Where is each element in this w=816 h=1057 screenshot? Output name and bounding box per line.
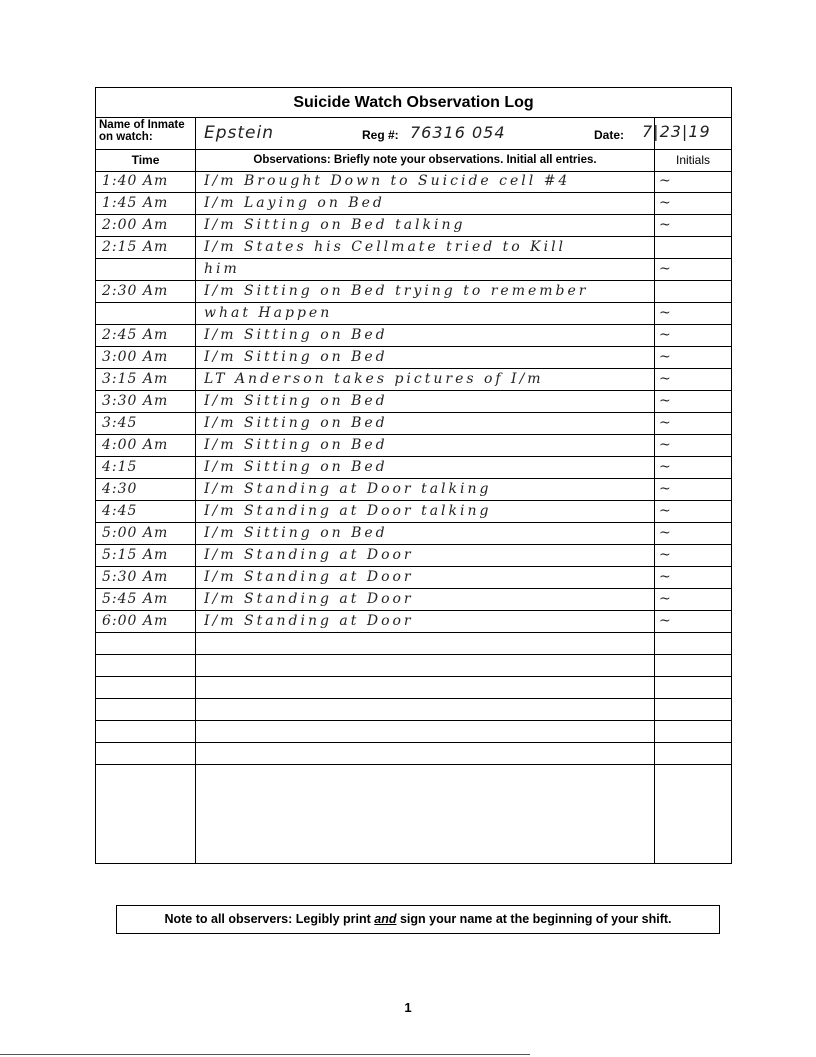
entry-initials: ~ <box>659 459 672 475</box>
log-entry-row <box>96 281 731 303</box>
entry-observation: I/m Laying on Bed <box>204 195 385 211</box>
log-entry-row <box>96 193 731 215</box>
entry-initials: ~ <box>659 393 672 409</box>
initials-column-header: Initials <box>675 153 710 167</box>
observation-log-form <box>95 87 732 864</box>
log-entry-row <box>96 413 731 435</box>
entry-initials: ~ <box>659 217 672 233</box>
log-entry-row <box>96 611 731 633</box>
entry-initials: ~ <box>659 327 672 343</box>
entry-observation: LT Anderson takes pictures of I/m <box>204 371 544 387</box>
log-entry-row <box>96 545 731 567</box>
entry-observation: I/m Sitting on Bed <box>204 415 388 431</box>
entry-time: 3:45 <box>102 415 138 431</box>
entry-time: 5:00 Am <box>102 525 169 541</box>
entry-observation: I/m Sitting on Bed <box>204 349 388 365</box>
entry-time: 5:15 Am <box>102 547 169 563</box>
entry-observation: I/m Sitting on Bed <box>204 525 388 541</box>
entry-initials: ~ <box>659 305 672 321</box>
entry-observation: I/m Standing at Door talking <box>204 503 492 519</box>
initials-column-divider <box>654 117 655 863</box>
reg-number-value: 76316 054 <box>410 123 506 142</box>
date-value: 7|23|19 <box>642 122 711 141</box>
entry-initials: ~ <box>659 591 672 607</box>
entry-initials: ~ <box>659 547 672 563</box>
log-entry-row <box>96 743 731 765</box>
entry-initials: ~ <box>659 525 672 541</box>
date-label: Date: <box>594 128 625 142</box>
entry-observation: I/m Sitting on Bed <box>204 459 388 475</box>
log-entry-row <box>96 435 731 457</box>
entry-observation: I/m Sitting on Bed talking <box>204 217 466 233</box>
log-entry-row <box>96 303 731 325</box>
log-entry-row <box>96 501 731 523</box>
inmate-info-row <box>96 117 731 150</box>
log-entry-row <box>96 347 731 369</box>
entry-time: 4:30 <box>102 481 138 497</box>
entry-initials: ~ <box>659 371 672 387</box>
entry-observation: I/m Sitting on Bed <box>204 327 388 343</box>
log-entry-row <box>96 237 731 259</box>
note-text-emphasis: and <box>374 912 397 926</box>
entry-initials: ~ <box>659 173 672 189</box>
note-text-post: sign your name at the beginning of your shift. <box>396 912 672 926</box>
entry-time: 5:30 Am <box>102 569 169 585</box>
entry-initials: ~ <box>659 261 672 277</box>
reg-label: Reg #: <box>362 128 399 142</box>
time-column-divider <box>195 149 196 863</box>
log-entry-row <box>96 589 731 611</box>
log-entry-row <box>96 259 731 281</box>
entry-time: 5:45 Am <box>102 591 169 607</box>
entry-observation: him <box>204 261 240 277</box>
log-entry-row <box>96 523 731 545</box>
log-entry-row <box>96 633 731 655</box>
log-entry-row <box>96 567 731 589</box>
entry-time: 1:40 Am <box>102 173 169 189</box>
entry-observation: I/m Standing at Door talking <box>204 481 492 497</box>
entry-initials: ~ <box>659 195 672 211</box>
inmate-name-value: Epstein <box>204 123 275 143</box>
entry-time: 2:30 Am <box>102 283 169 299</box>
entry-initials: ~ <box>659 415 672 431</box>
entry-initials: ~ <box>659 613 672 629</box>
entry-initials: ~ <box>659 481 672 497</box>
entry-time: 2:00 Am <box>102 217 169 233</box>
entry-time: 6:00 Am <box>102 613 169 629</box>
log-entry-row <box>96 721 731 743</box>
entry-time: 3:00 Am <box>102 349 169 365</box>
entry-time: 2:45 Am <box>102 327 169 343</box>
entry-initials: ~ <box>659 349 672 365</box>
log-entry-row <box>96 215 731 237</box>
page-number: 1 <box>404 1000 412 1015</box>
observations-column-header: Observations: Briefly note your observations. Initial all entries. <box>253 154 597 166</box>
note-text-pre: Note to all observers: Legibly print <box>164 912 375 926</box>
entry-time: 4:15 <box>102 459 138 475</box>
entry-observation: I/m Sitting on Bed <box>204 437 388 453</box>
page-bottom-rule <box>0 1054 530 1055</box>
entry-observation: what Happen <box>204 305 333 321</box>
column-header-row <box>96 149 731 172</box>
entry-observation: I/m Standing at Door <box>204 547 414 563</box>
entry-observation: I/m Standing at Door <box>204 569 414 585</box>
entry-observation: I/m Sitting on Bed trying to remember <box>204 283 589 299</box>
log-entry-row <box>96 699 731 721</box>
entry-observation: I/m States his Cellmate tried to Kill <box>204 239 567 255</box>
entry-time: 3:30 Am <box>102 393 169 409</box>
log-entry-row <box>96 479 731 501</box>
log-entry-row <box>96 391 731 413</box>
entry-time: 3:15 Am <box>102 371 169 387</box>
log-entry-row <box>96 369 731 391</box>
name-label: Name of Inmate on watch: <box>99 119 185 143</box>
entry-time: 4:00 Am <box>102 437 169 453</box>
log-entry-row <box>96 325 731 347</box>
entry-time: 2:15 Am <box>102 239 169 255</box>
entry-initials: ~ <box>659 569 672 585</box>
entry-observation: I/m Standing at Door <box>204 613 414 629</box>
log-entry-row <box>96 677 731 699</box>
entry-initials: ~ <box>659 437 672 453</box>
log-entry-row <box>96 171 731 193</box>
entry-observation: I/m Brought Down to Suicide cell #4 <box>204 173 571 189</box>
form-title: Suicide Watch Observation Log <box>96 88 731 118</box>
observer-note <box>116 905 720 934</box>
log-entry-row <box>96 655 731 677</box>
entry-time: 1:45 Am <box>102 195 169 211</box>
log-entry-row <box>96 457 731 479</box>
entry-time: 4:45 <box>102 503 138 519</box>
entry-initials: ~ <box>659 503 672 519</box>
time-column-header: Time <box>131 153 160 167</box>
entry-observation: I/m Sitting on Bed <box>204 393 388 409</box>
entry-observation: I/m Standing at Door <box>204 591 414 607</box>
